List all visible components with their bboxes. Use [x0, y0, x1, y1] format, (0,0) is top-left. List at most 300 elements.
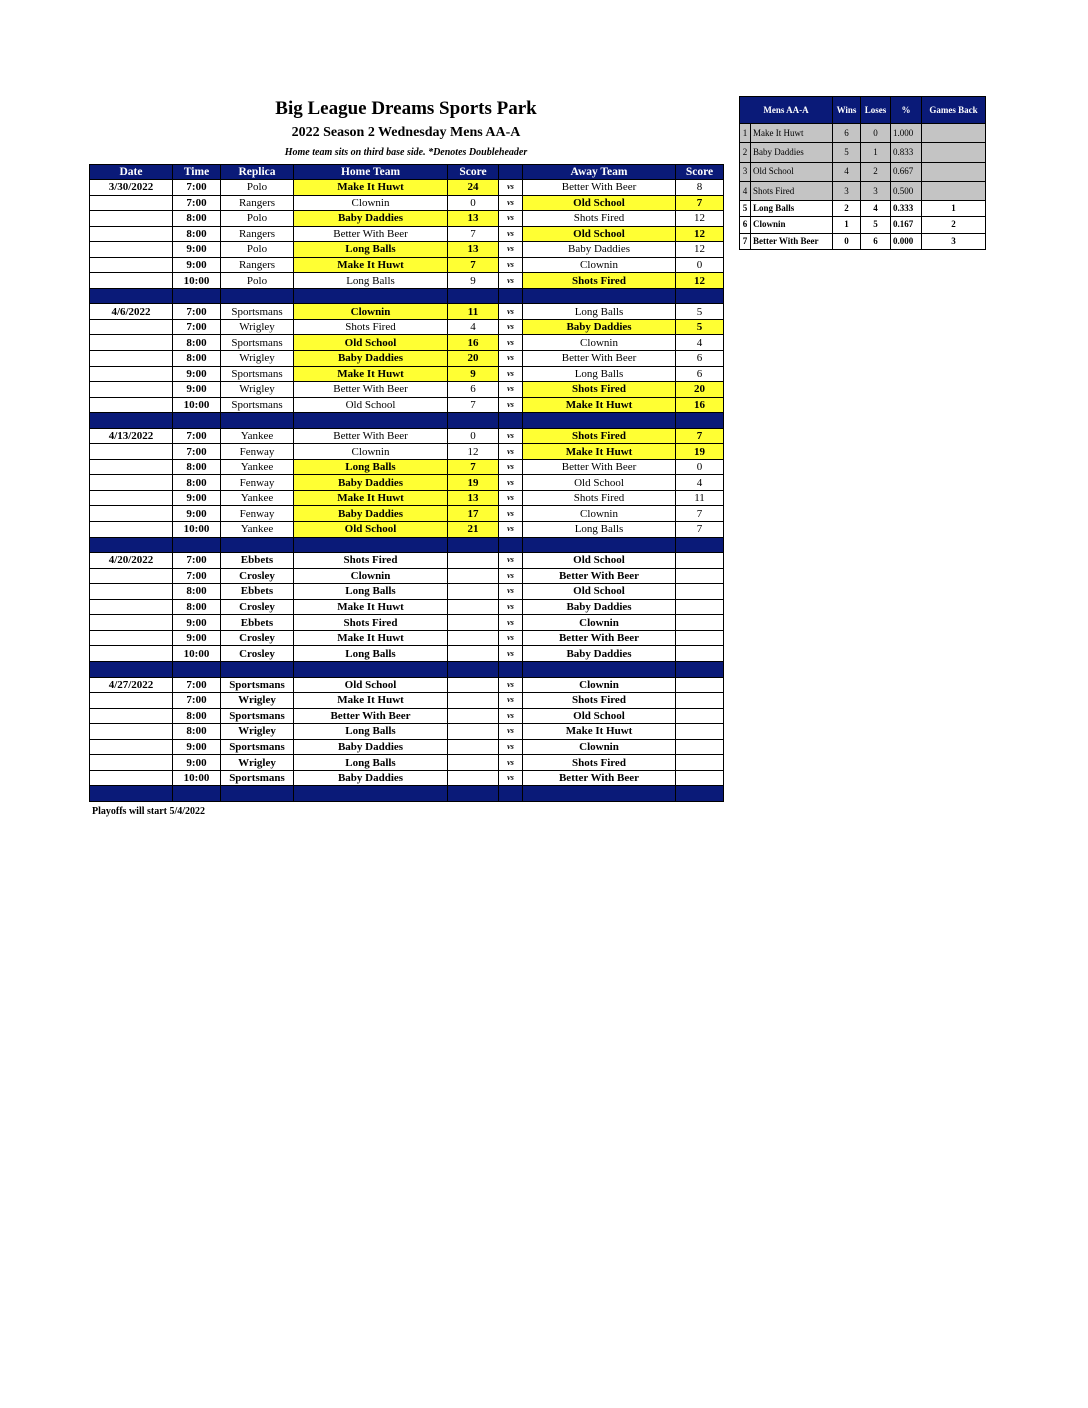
home-score: 7	[448, 257, 499, 273]
game-row	[90, 180, 724, 196]
home-team: Shots Fired	[294, 615, 448, 631]
game-time: 10:00	[173, 522, 221, 538]
separator-cell	[294, 413, 448, 429]
separator-cell	[499, 288, 523, 304]
col-away-score: Score	[676, 165, 724, 180]
standing-pct: 0.000	[891, 233, 922, 249]
home-score: 20	[448, 351, 499, 367]
playoffs-note: Playoffs will start 5/4/2022	[92, 806, 206, 817]
away-score: 11	[676, 490, 724, 506]
home-score	[448, 677, 499, 693]
away-score: 7	[676, 428, 724, 444]
separator-cell	[523, 413, 676, 429]
week-separator	[90, 288, 724, 304]
game-date	[90, 382, 173, 398]
game-row	[90, 242, 724, 258]
vs-label: vs	[499, 739, 523, 755]
game-date: 3/30/2022	[90, 180, 173, 196]
separator-cell	[173, 661, 221, 677]
separator-cell	[90, 786, 173, 802]
game-row	[90, 444, 724, 460]
home-team: Long Balls	[294, 273, 448, 289]
home-score: 0	[448, 195, 499, 211]
game-replica-field: Fenway	[221, 475, 294, 491]
away-score: 7	[676, 522, 724, 538]
game-replica-field: Crosley	[221, 568, 294, 584]
away-score: 20	[676, 382, 724, 398]
home-score: 7	[448, 397, 499, 413]
away-team: Shots Fired	[523, 693, 676, 709]
standing-losses: 3	[861, 181, 891, 200]
away-team: Baby Daddies	[523, 242, 676, 258]
home-score: 7	[448, 226, 499, 242]
standings-row	[740, 162, 986, 181]
away-score	[676, 770, 724, 786]
col-home-team: Home Team	[294, 165, 448, 180]
home-team: Baby Daddies	[294, 506, 448, 522]
separator-cell	[90, 288, 173, 304]
home-team: Baby Daddies	[294, 770, 448, 786]
week-separator	[90, 786, 724, 802]
game-date	[90, 724, 173, 740]
game-date	[90, 475, 173, 491]
away-score: 16	[676, 397, 724, 413]
home-team: Make It Huwt	[294, 490, 448, 506]
standings-col-games-back: Games Back	[922, 97, 986, 124]
separator-cell	[523, 537, 676, 553]
standing-team: Clownin	[751, 217, 833, 233]
away-team: Old School	[523, 195, 676, 211]
game-row	[90, 195, 724, 211]
game-date	[90, 522, 173, 538]
away-team: Shots Fired	[523, 428, 676, 444]
game-time: 8:00	[173, 335, 221, 351]
game-date	[90, 444, 173, 460]
home-team: Baby Daddies	[294, 475, 448, 491]
game-date	[90, 195, 173, 211]
vs-label: vs	[499, 615, 523, 631]
game-date	[90, 459, 173, 475]
game-date	[90, 351, 173, 367]
game-row	[90, 382, 724, 398]
game-time: 7:00	[173, 553, 221, 569]
standing-pct: 0.167	[891, 217, 922, 233]
game-row	[90, 693, 724, 709]
home-team: Make It Huwt	[294, 693, 448, 709]
separator-cell	[499, 537, 523, 553]
separator-cell	[448, 288, 499, 304]
game-time: 9:00	[173, 366, 221, 382]
away-score: 12	[676, 211, 724, 227]
game-time: 7:00	[173, 304, 221, 320]
standing-wins: 6	[833, 124, 861, 143]
game-row	[90, 646, 724, 662]
separator-cell	[90, 661, 173, 677]
separator-cell	[448, 786, 499, 802]
game-row	[90, 615, 724, 631]
separator-cell	[173, 786, 221, 802]
game-date	[90, 630, 173, 646]
game-date	[90, 739, 173, 755]
col-date: Date	[90, 165, 173, 180]
col-away-team: Away Team	[523, 165, 676, 180]
game-date	[90, 273, 173, 289]
game-time: 10:00	[173, 646, 221, 662]
home-team: Make It Huwt	[294, 257, 448, 273]
home-score: 13	[448, 490, 499, 506]
vs-label: vs	[499, 755, 523, 771]
game-date	[90, 335, 173, 351]
standing-rank: 1	[740, 124, 751, 143]
home-score: 16	[448, 335, 499, 351]
standing-team: Old School	[751, 162, 833, 181]
game-row	[90, 351, 724, 367]
away-score: 5	[676, 319, 724, 335]
vs-label: vs	[499, 475, 523, 491]
separator-cell	[523, 288, 676, 304]
game-row	[90, 211, 724, 227]
game-replica-field: Polo	[221, 242, 294, 258]
game-row	[90, 304, 724, 320]
game-date	[90, 242, 173, 258]
game-replica-field: Crosley	[221, 599, 294, 615]
game-date	[90, 490, 173, 506]
game-replica-field: Fenway	[221, 506, 294, 522]
standing-rank: 5	[740, 201, 751, 217]
home-team: Long Balls	[294, 242, 448, 258]
standing-team: Long Balls	[751, 201, 833, 217]
week-separator	[90, 661, 724, 677]
away-score: 19	[676, 444, 724, 460]
separator-cell	[676, 661, 724, 677]
game-replica-field: Yankee	[221, 522, 294, 538]
col-home-score: Score	[448, 165, 499, 180]
separator-cell	[173, 288, 221, 304]
separator-cell	[221, 661, 294, 677]
vs-label: vs	[499, 226, 523, 242]
game-replica-field: Rangers	[221, 195, 294, 211]
away-score: 5	[676, 304, 724, 320]
game-replica-field: Wrigley	[221, 755, 294, 771]
vs-label: vs	[499, 599, 523, 615]
game-row	[90, 257, 724, 273]
game-row	[90, 724, 724, 740]
game-date	[90, 584, 173, 600]
standing-games-back	[922, 181, 986, 200]
home-team: Clownin	[294, 568, 448, 584]
standings-body	[740, 124, 986, 250]
separator-cell	[523, 786, 676, 802]
home-score: 19	[448, 475, 499, 491]
game-time: 8:00	[173, 599, 221, 615]
game-row	[90, 397, 724, 413]
separator-cell	[676, 413, 724, 429]
vs-label: vs	[499, 351, 523, 367]
away-team: Clownin	[523, 335, 676, 351]
game-time: 9:00	[173, 257, 221, 273]
standing-losses: 1	[861, 143, 891, 162]
away-team: Clownin	[523, 739, 676, 755]
vs-label: vs	[499, 490, 523, 506]
game-replica-field: Yankee	[221, 490, 294, 506]
game-row	[90, 599, 724, 615]
home-team: Baby Daddies	[294, 739, 448, 755]
game-time: 7:00	[173, 444, 221, 460]
game-row	[90, 708, 724, 724]
away-score: 4	[676, 335, 724, 351]
vs-label: vs	[499, 630, 523, 646]
standing-wins: 4	[833, 162, 861, 181]
game-row	[90, 273, 724, 289]
standing-team: Shots Fired	[751, 181, 833, 200]
away-team: Old School	[523, 553, 676, 569]
game-replica-field: Crosley	[221, 646, 294, 662]
home-score	[448, 584, 499, 600]
away-team: Long Balls	[523, 522, 676, 538]
game-replica-field: Fenway	[221, 444, 294, 460]
home-score: 4	[448, 319, 499, 335]
away-team: Clownin	[523, 506, 676, 522]
schedule-body	[90, 180, 724, 802]
game-replica-field: Wrigley	[221, 693, 294, 709]
standing-games-back: 2	[922, 217, 986, 233]
game-time: 9:00	[173, 755, 221, 771]
game-time: 9:00	[173, 382, 221, 398]
home-score: 24	[448, 180, 499, 196]
game-time: 7:00	[173, 428, 221, 444]
game-replica-field: Sportsmans	[221, 677, 294, 693]
game-date: 4/6/2022	[90, 304, 173, 320]
game-replica-field: Polo	[221, 273, 294, 289]
standing-wins: 5	[833, 143, 861, 162]
game-time: 9:00	[173, 490, 221, 506]
separator-cell	[676, 786, 724, 802]
away-team: Clownin	[523, 677, 676, 693]
standings-row	[740, 217, 986, 233]
standing-pct: 0.833	[891, 143, 922, 162]
home-score	[448, 646, 499, 662]
home-score	[448, 553, 499, 569]
away-team: Shots Fired	[523, 211, 676, 227]
home-team: Clownin	[294, 195, 448, 211]
game-row	[90, 335, 724, 351]
away-team: Shots Fired	[523, 382, 676, 398]
game-time: 8:00	[173, 211, 221, 227]
away-team: Shots Fired	[523, 273, 676, 289]
vs-label: vs	[499, 522, 523, 538]
home-team: Shots Fired	[294, 319, 448, 335]
away-score	[676, 693, 724, 709]
game-date	[90, 397, 173, 413]
home-score	[448, 630, 499, 646]
game-date	[90, 211, 173, 227]
away-score	[676, 553, 724, 569]
away-score	[676, 677, 724, 693]
home-team: Long Balls	[294, 724, 448, 740]
game-time: 10:00	[173, 770, 221, 786]
game-time: 10:00	[173, 397, 221, 413]
game-date	[90, 646, 173, 662]
away-score: 0	[676, 257, 724, 273]
away-team: Old School	[523, 226, 676, 242]
home-team: Long Balls	[294, 584, 448, 600]
away-team: Better With Beer	[523, 459, 676, 475]
away-team: Make It Huwt	[523, 724, 676, 740]
game-replica-field: Sportsmans	[221, 366, 294, 382]
game-replica-field: Sportsmans	[221, 304, 294, 320]
standings-col-pct: %	[891, 97, 922, 124]
game-time: 9:00	[173, 739, 221, 755]
standings-header-row	[740, 97, 986, 124]
home-team: Old School	[294, 335, 448, 351]
home-score	[448, 615, 499, 631]
vs-label: vs	[499, 459, 523, 475]
standings-row	[740, 233, 986, 249]
game-date	[90, 693, 173, 709]
game-time: 8:00	[173, 226, 221, 242]
home-score: 13	[448, 242, 499, 258]
game-replica-field: Sportsmans	[221, 770, 294, 786]
game-date	[90, 257, 173, 273]
game-replica-field: Polo	[221, 180, 294, 196]
game-time: 7:00	[173, 677, 221, 693]
standing-wins: 2	[833, 201, 861, 217]
away-score	[676, 615, 724, 631]
away-score: 4	[676, 475, 724, 491]
game-time: 9:00	[173, 242, 221, 258]
game-time: 7:00	[173, 319, 221, 335]
game-date	[90, 568, 173, 584]
home-team: Make It Huwt	[294, 630, 448, 646]
home-team: Baby Daddies	[294, 211, 448, 227]
away-score: 12	[676, 273, 724, 289]
standing-pct: 1.000	[891, 124, 922, 143]
away-team: Long Balls	[523, 304, 676, 320]
away-score: 7	[676, 195, 724, 211]
home-team: Make It Huwt	[294, 366, 448, 382]
game-replica-field: Rangers	[221, 226, 294, 242]
separator-cell	[676, 537, 724, 553]
home-score: 7	[448, 459, 499, 475]
away-score	[676, 646, 724, 662]
game-replica-field: Rangers	[221, 257, 294, 273]
game-time: 9:00	[173, 615, 221, 631]
separator-cell	[90, 413, 173, 429]
vs-label: vs	[499, 677, 523, 693]
vs-label: vs	[499, 553, 523, 569]
week-separator	[90, 413, 724, 429]
page-subtitle: 2022 Season 2 Wednesday Mens AA-A	[291, 125, 521, 140]
game-replica-field: Polo	[221, 211, 294, 227]
home-team: Clownin	[294, 444, 448, 460]
away-score	[676, 568, 724, 584]
away-team: Long Balls	[523, 366, 676, 382]
game-time: 7:00	[173, 195, 221, 211]
schedule-note: Home team sits on third base side. *Denotes Doubleheader	[284, 147, 528, 158]
game-date	[90, 708, 173, 724]
home-team: Old School	[294, 522, 448, 538]
home-score	[448, 770, 499, 786]
game-time: 7:00	[173, 568, 221, 584]
separator-cell	[294, 537, 448, 553]
standings-row	[740, 181, 986, 200]
away-score: 6	[676, 351, 724, 367]
home-score	[448, 708, 499, 724]
home-team: Better With Beer	[294, 226, 448, 242]
game-replica-field: Wrigley	[221, 351, 294, 367]
vs-label: vs	[499, 273, 523, 289]
vs-label: vs	[499, 211, 523, 227]
away-team: Clownin	[523, 257, 676, 273]
game-date: 4/27/2022	[90, 677, 173, 693]
away-team: Old School	[523, 584, 676, 600]
standing-pct: 0.333	[891, 201, 922, 217]
vs-label: vs	[499, 693, 523, 709]
home-score: 11	[448, 304, 499, 320]
vs-label: vs	[499, 242, 523, 258]
game-replica-field: Wrigley	[221, 382, 294, 398]
standing-losses: 0	[861, 124, 891, 143]
game-row	[90, 630, 724, 646]
separator-cell	[499, 786, 523, 802]
vs-label: vs	[499, 195, 523, 211]
standings-row	[740, 143, 986, 162]
home-team: Old School	[294, 397, 448, 413]
col-replica: Replica	[221, 165, 294, 180]
away-team: Shots Fired	[523, 755, 676, 771]
game-time: 8:00	[173, 459, 221, 475]
game-row	[90, 568, 724, 584]
home-team: Long Balls	[294, 646, 448, 662]
game-row	[90, 584, 724, 600]
game-replica-field: Sportsmans	[221, 335, 294, 351]
schedule-header-row	[90, 165, 724, 180]
away-team: Better With Beer	[523, 351, 676, 367]
away-team: Better With Beer	[523, 630, 676, 646]
away-score	[676, 584, 724, 600]
game-date	[90, 319, 173, 335]
away-team: Make It Huwt	[523, 444, 676, 460]
home-team: Shots Fired	[294, 553, 448, 569]
separator-cell	[90, 537, 173, 553]
home-score: 9	[448, 366, 499, 382]
game-date	[90, 599, 173, 615]
standings-col-division: Mens AA-A	[740, 97, 833, 124]
separator-cell	[448, 661, 499, 677]
home-score	[448, 739, 499, 755]
vs-label: vs	[499, 584, 523, 600]
game-time: 8:00	[173, 351, 221, 367]
game-replica-field: Yankee	[221, 428, 294, 444]
separator-cell	[294, 661, 448, 677]
home-score: 12	[448, 444, 499, 460]
standing-wins: 0	[833, 233, 861, 249]
away-score: 7	[676, 506, 724, 522]
home-score: 21	[448, 522, 499, 538]
schedule-table	[89, 164, 724, 802]
away-score: 12	[676, 226, 724, 242]
away-team: Baby Daddies	[523, 319, 676, 335]
away-team: Old School	[523, 708, 676, 724]
game-row	[90, 677, 724, 693]
home-score	[448, 693, 499, 709]
game-row	[90, 755, 724, 771]
standing-rank: 6	[740, 217, 751, 233]
standing-team: Make It Huwt	[751, 124, 833, 143]
standing-rank: 7	[740, 233, 751, 249]
game-row	[90, 459, 724, 475]
game-row	[90, 428, 724, 444]
